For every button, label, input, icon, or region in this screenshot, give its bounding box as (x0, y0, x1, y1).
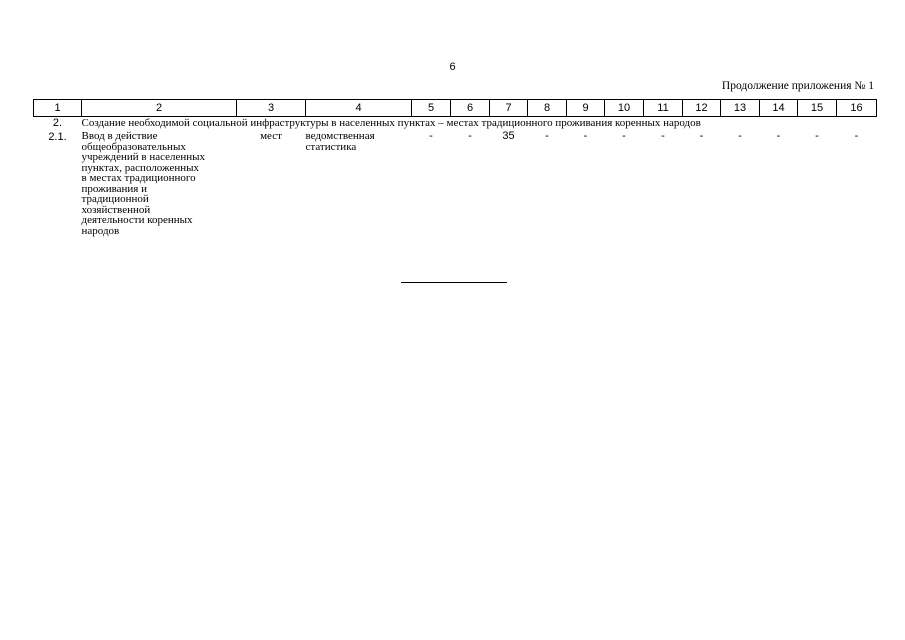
column-header: 15 (798, 100, 837, 117)
appendix-continuation-label: Продолжение приложения № 1 (721, 80, 874, 92)
value-cell: - (545, 130, 549, 142)
table-row (34, 131, 877, 236)
indicator-name-line: Ввод в действие (81, 130, 158, 142)
data-source-line: ведомственная (305, 130, 375, 142)
column-header: 8 (528, 100, 567, 117)
column-number-header-row (34, 100, 877, 117)
value-cell: - (468, 130, 472, 142)
data-source-line: статистика (305, 140, 357, 153)
column-header: 13 (721, 100, 760, 117)
value-cell: - (622, 130, 626, 142)
column-header: 6 (451, 100, 490, 117)
column-header: 16 (837, 100, 877, 117)
value-cell: - (583, 130, 588, 142)
column-header: 4 (306, 100, 412, 117)
indicator-name-line: в местах традиционного (81, 172, 196, 184)
indicator-name-line: пунктах, расположенных (81, 161, 200, 174)
indicator-name-line: хозяйственной (81, 203, 151, 216)
page-number: 6 (449, 61, 456, 73)
column-header: 9 (567, 100, 605, 117)
indicator-name-line: народов (81, 224, 120, 237)
value-cell: - (429, 130, 433, 142)
section-title: Создание необходимой социальной инфраструктуры в населенных пунктах – местах традиционного проживания коренных народов (81, 117, 701, 129)
section-number: 2. (52, 117, 63, 129)
column-header: 10 (605, 100, 644, 117)
unit-of-measure: мест (260, 130, 282, 142)
value-cell: - (661, 130, 665, 142)
section-row (34, 117, 877, 132)
column-header: 3 (237, 100, 306, 117)
value-cell: - (776, 130, 781, 142)
indicator-name-line: деятельности коренных (81, 214, 193, 226)
document-end-rule (401, 282, 507, 283)
indicator-name-line: общеобразовательных (81, 140, 186, 153)
indicators-table (33, 99, 877, 236)
column-header: 11 (644, 100, 683, 117)
column-header: 5 (412, 100, 451, 117)
indicator-name-line: традиционной (81, 193, 149, 205)
data-source (306, 131, 412, 236)
column-header: 14 (760, 100, 798, 117)
indicator-name-line: учреждений в населенных (81, 151, 206, 163)
value-cell: - (738, 130, 742, 142)
indicator-name (82, 131, 237, 236)
value-cell: - (815, 130, 819, 142)
value-cell: - (854, 130, 859, 142)
column-header: 12 (683, 100, 721, 117)
column-header: 2 (82, 100, 237, 117)
column-header: 7 (490, 100, 528, 117)
column-header: 1 (34, 100, 82, 117)
row-number: 2.1. (48, 131, 67, 143)
indicator-name-line: проживания и (81, 182, 148, 195)
value-cell: - (699, 130, 704, 142)
value-cell: 35 (502, 130, 515, 142)
